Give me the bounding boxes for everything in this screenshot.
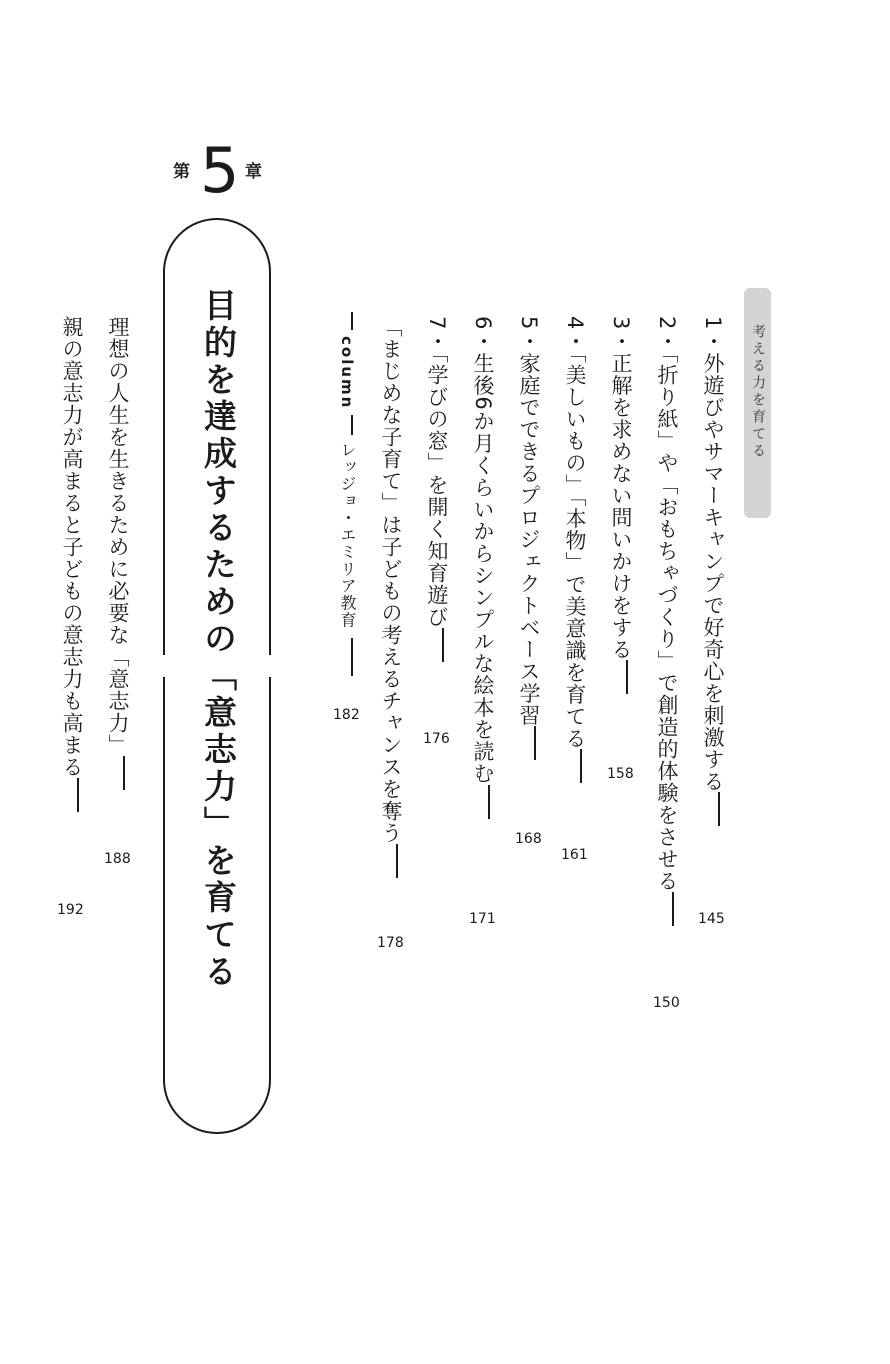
- entry-number: 6: [471, 316, 495, 331]
- leader-dash: [672, 892, 674, 926]
- leader-dash: [351, 638, 353, 676]
- chapter-number: 5: [200, 134, 240, 207]
- leader-dash: [488, 785, 490, 819]
- entry-separator: ・: [425, 330, 449, 353]
- column-page-number: 182: [333, 707, 360, 723]
- entry-separator: ・: [563, 330, 587, 353]
- entry-separator: ・: [609, 330, 633, 353]
- leader-dash: [396, 844, 398, 878]
- column-label: column: [338, 336, 356, 410]
- toc-entry-7[interactable]: [424, 316, 455, 662]
- page-number-2: 150: [653, 995, 680, 1011]
- column-entry[interactable]: [334, 312, 360, 676]
- toc-entry-2[interactable]: [654, 316, 685, 926]
- page-number-4: 161: [561, 847, 588, 863]
- entry-title: 「学びの窓」を開く知育遊び: [425, 352, 449, 628]
- column-title: レッジョ・エミリア教育: [338, 441, 357, 629]
- entry-title: 生後6か月くらいからシンプルな絵本を読む: [471, 352, 495, 785]
- page-number-5: 168: [515, 831, 542, 847]
- leader-dash: [351, 415, 353, 435]
- entry-title: 親の意志力が高まると子どもの意志力も高まる: [60, 316, 84, 778]
- entry-number: 2: [655, 316, 679, 331]
- section-tag-label: 考える力を育てる: [750, 324, 766, 460]
- leader-dash: [718, 792, 720, 826]
- entry-separator: ・: [701, 330, 725, 353]
- chapter-suffix: 章: [245, 162, 262, 182]
- toc-entry-4[interactable]: [562, 316, 593, 783]
- toc-entry-3[interactable]: [608, 316, 639, 694]
- frame-gap-left: [160, 655, 168, 677]
- entry-title: 正解を求めない問いかけをする: [609, 352, 633, 661]
- leader-dash: [626, 660, 628, 694]
- leader-dash: [580, 749, 582, 783]
- toc-entry-8[interactable]: [378, 316, 409, 878]
- leader-dash: [77, 778, 79, 812]
- entry-title: 「折り紙」や「おもちゃづくり」で創造的体験をさせる: [655, 352, 679, 892]
- toc-entry-5[interactable]: [516, 316, 547, 760]
- frame-gap-right: [266, 655, 274, 677]
- entry-title: 「まじめな子育て」は子どもの考えるチャンスを奪う: [379, 316, 403, 844]
- entry-number: 7: [425, 316, 449, 331]
- chapter-title: 目的を達成するための「意志力」を育てる: [199, 288, 238, 991]
- entry-separator: ・: [471, 330, 495, 353]
- page-number-7: 176: [423, 731, 450, 747]
- leader-dash: [442, 628, 444, 662]
- page-number-8: 178: [377, 935, 404, 951]
- entry-number: 1: [701, 316, 725, 331]
- toc-entry-1[interactable]: [700, 316, 731, 826]
- entry-separator: ・: [655, 330, 679, 353]
- entry-number: 3: [609, 316, 633, 331]
- entry-title: 理想の人生を生きるために必要な「意志力」: [106, 316, 130, 756]
- page-number-6: 171: [469, 911, 496, 927]
- leader-dash: [351, 312, 353, 330]
- chapter5-page-number-2: 192: [57, 902, 84, 918]
- chapter-prefix: 第: [173, 162, 190, 182]
- chapter5-entry-2[interactable]: [59, 316, 90, 812]
- leader-dash: [534, 726, 536, 760]
- toc-entry-6[interactable]: [470, 316, 501, 819]
- entry-title: 「美しいもの」「本物」で美意識を育てる: [563, 352, 587, 750]
- entry-number: 5: [517, 316, 541, 331]
- entry-number: 4: [563, 316, 587, 331]
- page-number-3: 158: [607, 766, 634, 782]
- entry-title: 外遊びやサマーキャンプで好奇心を刺激する: [701, 352, 725, 793]
- leader-dash: [123, 756, 125, 790]
- page-number-1: 145: [698, 911, 725, 927]
- chapter5-page-number-1: 188: [104, 851, 131, 867]
- chapter5-entry-1[interactable]: [105, 316, 136, 790]
- section-tag: [744, 288, 771, 518]
- entry-title: 家庭でできるプロジェクトベース学習: [517, 352, 541, 727]
- entry-separator: ・: [517, 330, 541, 353]
